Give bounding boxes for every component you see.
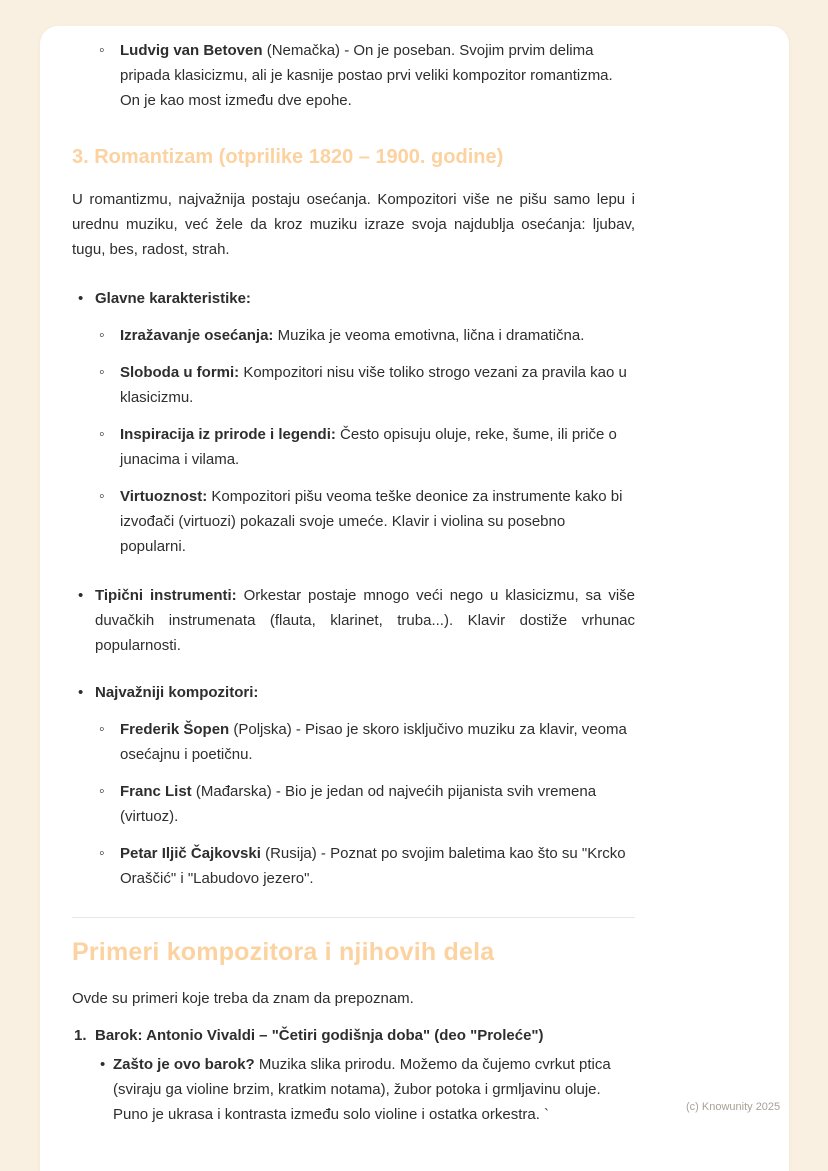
item-bold-text: Zašto je ovo barok? (113, 1056, 255, 1073)
romantizam-paragraph: U romantizmu, najvažnija postaju osećanja. Kompozitori više ne pišu samo lepu i urednu muziku, već žele da kroz muziku izraze svoja najdublja osećanja: ljubav, tugu, bes, radost, strah. (72, 191, 635, 258)
composers-label-list (72, 680, 635, 705)
item-bold-text: Izražavanje osećanja: (120, 327, 274, 344)
item-text: Često opisuju oluje, reke, šume, ili priče o junacima i vilama. (120, 426, 617, 468)
example-number: 1. (74, 1027, 87, 1044)
item-bold-text: Virtuoznost: (120, 488, 208, 505)
item-text: Muzika slika prirodu. Možemo da čujemo cvrkut ptica (sviraju ga violine brzim, kratkim notama), žubor potoka i grmljavinu oluje. Puno je ukrasa i kontrasta između solo violine i ostatka orkestra. ` (113, 1056, 611, 1123)
list-item-tipicni-instrumenti (72, 583, 635, 658)
item-bold-text: Petar Iljič Čajkovski (120, 845, 261, 862)
item-text: Muzika je veoma emotivna, lična i dramatična. (273, 327, 585, 344)
characteristics-list (72, 323, 635, 559)
list-item-glavne-karakteristike (72, 286, 635, 311)
example-detail-list (95, 1052, 635, 1127)
composers-list (72, 717, 635, 891)
list-item-virtuoznost (72, 484, 635, 559)
intro-list (72, 38, 635, 113)
item-text: Kompozitori nisu više toliko strogo vezani za pravila kao u klasicizmu. (120, 364, 627, 406)
instruments-list (72, 583, 635, 658)
document-page-card (40, 26, 789, 1171)
item-text: Orkestar postaje mnogo veći nego u klasicizmu, sa više duvačkih instrumenata (flauta, klarinet, truba...). Klavir dostiže vrhunac popularnosti. (95, 587, 635, 654)
list-item-najvazniji-kompozitori (72, 680, 635, 705)
list-item-inspiracija (72, 422, 635, 472)
examples-intro-paragraph: Ovde su primeri koje treba da znam da prepoznam. (72, 990, 414, 1007)
item-bold-text: Sloboda u formi: (120, 364, 240, 381)
copyright-watermark: (c) Knowunity 2025 (686, 1101, 781, 1113)
item-bold-text: Ludvig van Betoven (120, 42, 263, 59)
item-bold-text: Frederik Šopen (120, 721, 230, 738)
section-heading-romantizam: 3. Romantizam (otprilike 1820 – 1900. godine) (72, 146, 504, 168)
item-text: (Rusija) - Poznat po svojim baletima kao što su "Krcko Oraščić" i "Labudovo jezero". (120, 845, 626, 887)
item-bold-text: Franc List (120, 783, 192, 800)
item-bold-text: Tipični instrumenti: (95, 587, 237, 604)
item-bold-text: Najvažniji kompozitori: (95, 684, 259, 701)
list-item-zasto-barok (95, 1052, 635, 1127)
list-item-betoven (72, 38, 635, 113)
list-item-sloboda (72, 360, 635, 410)
section-divider (72, 917, 635, 918)
document-content (72, 38, 635, 1127)
example-title: Barok: Antonio Vivaldi – "Četiri godišnja doba" (deo "Proleće") (95, 1027, 544, 1044)
item-text: Kompozitori pišu veoma teške deonice za instrumente kako bi izvođači (virtuozi) pokazali svoje umeće. Klavir i violina su posebno popularni. (120, 488, 623, 555)
item-bold-text: Inspiracija iz prirode i legendi: (120, 426, 336, 443)
list-item-cajkovski (72, 841, 635, 891)
page-heading-primeri: Primeri kompozitora i njihovih dela (72, 938, 495, 966)
item-text: (Nemačka) - On je poseban. Svojim prvim delima pripada klasicizmu, ali je kasnije postao prvi veliki kompozitor romantizma. On je kao most između dve epohe. (120, 42, 613, 109)
characteristics-label-list (72, 286, 635, 311)
example-item-vivaldi (72, 1023, 635, 1127)
examples-list (72, 1023, 635, 1127)
list-item-sopen (72, 717, 635, 767)
list-item-izrazavanje (72, 323, 635, 348)
item-text: (Mađarska) - Bio je jedan od najvećih pijanista svih vremena (virtuoz). (120, 783, 597, 825)
list-item-list (72, 779, 635, 829)
item-bold-text: Glavne karakteristike: (95, 290, 251, 307)
item-text: (Poljska) - Pisao je skoro isključivo muziku za klavir, veoma osećajnu i poetičnu. (120, 721, 627, 763)
